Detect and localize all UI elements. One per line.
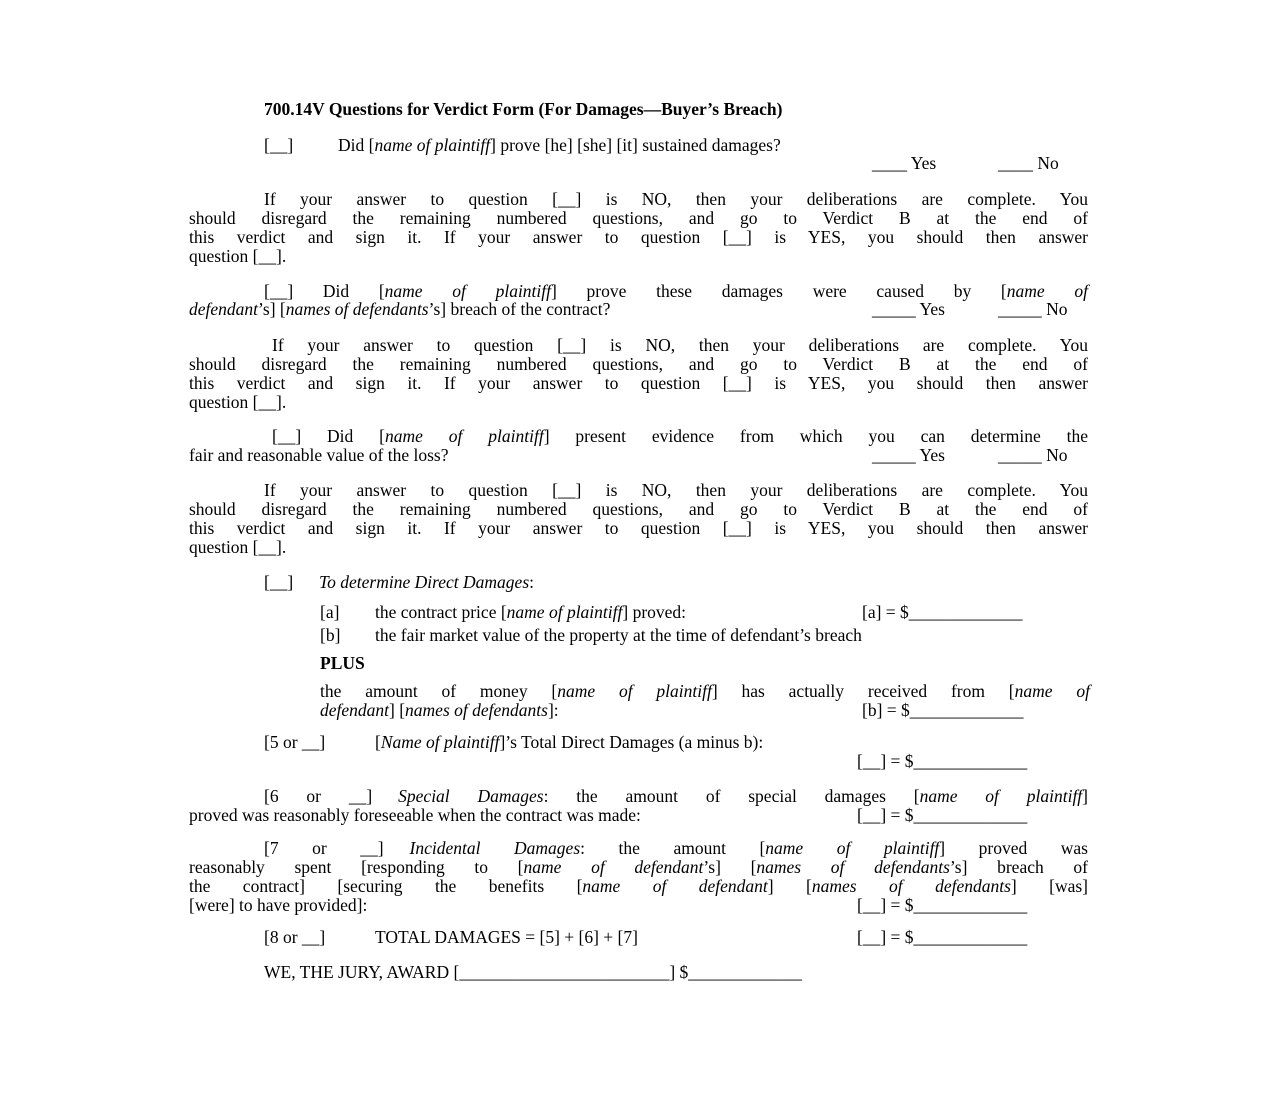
question-2-text-line2: defendant’s] [names of defendants’s] breach of the contract?	[189, 299, 611, 319]
item-b-money-text: the amount of money [name of plaintiff] has actually received from [name of	[320, 681, 1090, 701]
item-a-label: [a]	[320, 602, 340, 622]
question-1-number: [__]	[264, 135, 294, 155]
question-3-yes: _____ Yes	[872, 445, 945, 465]
question-6-text-line2: proved was reasonably foreseeable when the contract was made:	[189, 805, 641, 825]
instruction-paragraph-1: If your answer to question [__] is NO, then your deliberations are complete. You should disregard the remaining numbered questions, and go to Verdict B at the end of this verdict and sign it. If your answer to question [__] is YES, you should then answer question [__].	[189, 189, 1088, 266]
question-2-text: [__] Did [name of plaintiff] prove these damages were caused by [name of	[264, 281, 1088, 301]
question-3-no: _____ No	[998, 445, 1068, 465]
item-b-text: the fair market value of the property at the time of defendant’s breach	[375, 625, 862, 645]
jury-award-line: WE, THE JURY, AWARD [________________________] $_____________	[264, 962, 803, 982]
question-3-text: [__] Did [name of plaintiff] present evidence from which you can determine the	[272, 426, 1088, 446]
item-b-label: [b]	[320, 625, 341, 645]
question-7-result: [__] = $_____________	[857, 895, 1028, 915]
question-7-text: [7 or __] Incidental Damages: the amount [name of plaintiff] proved was reasonably spent [responding to [name of defendant’s] [names of defendants’s] breach of the contract] [securing the benefits [name of defendant] [names of defendants] [was]	[189, 838, 1089, 896]
question-6-text: [6 or __] Special Damages: the amount of special damages [name of plaintiff]	[264, 786, 1088, 806]
question-5-number: [5 or __]	[264, 732, 326, 752]
question-5-text: [Name of plaintiff]’s Total Direct Damages (a minus b):	[375, 732, 764, 752]
question-4-heading: To determine Direct Damages:	[319, 572, 535, 592]
page-title: 700.14V Questions for Verdict Form (For Damages—Buyer’s Breach)	[264, 99, 783, 119]
instruction-paragraph-2: If your answer to question [__] is NO, then your deliberations are complete. You should disregard the remaining numbered questions, and go to Verdict B at the end of this verdict and sign it. If your answer to question [__] is YES, you should then answer question [__].	[189, 335, 1088, 412]
question-2-yes: _____ Yes	[872, 299, 945, 319]
item-a-text: the contract price [name of plaintiff] proved:	[375, 602, 687, 622]
item-a-result: [a] = $_____________	[862, 602, 1023, 622]
item-b-result: [b] = $_____________	[862, 700, 1024, 720]
question-8-text: TOTAL DAMAGES = [5] + [6] + [7]	[375, 927, 638, 947]
question-1-yes: ____ Yes	[872, 153, 937, 173]
question-8-result: [__] = $_____________	[857, 927, 1028, 947]
question-8-number: [8 or __]	[264, 927, 326, 947]
question-5-result: [__] = $_____________	[857, 751, 1028, 771]
question-4-number: [__]	[264, 572, 294, 592]
question-3-text-line2: fair and reasonable value of the loss?	[189, 445, 449, 465]
instruction-paragraph-3: If your answer to question [__] is NO, then your deliberations are complete. You should disregard the remaining numbered questions, and go to Verdict B at the end of this verdict and sign it. If your answer to question [__] is YES, you should then answer question [__].	[189, 480, 1088, 557]
plus-label: PLUS	[320, 653, 365, 673]
question-1-no: ____ No	[998, 153, 1059, 173]
question-1-text: Did [name of plaintiff] prove [he] [she] [it] sustained damages?	[338, 135, 781, 155]
question-6-result: [__] = $_____________	[857, 805, 1028, 825]
question-2-no: _____ No	[998, 299, 1068, 319]
item-b-money-text-line2: defendant] [names of defendants]:	[320, 700, 559, 720]
question-7-text-line4: [were] to have provided]:	[189, 895, 368, 915]
